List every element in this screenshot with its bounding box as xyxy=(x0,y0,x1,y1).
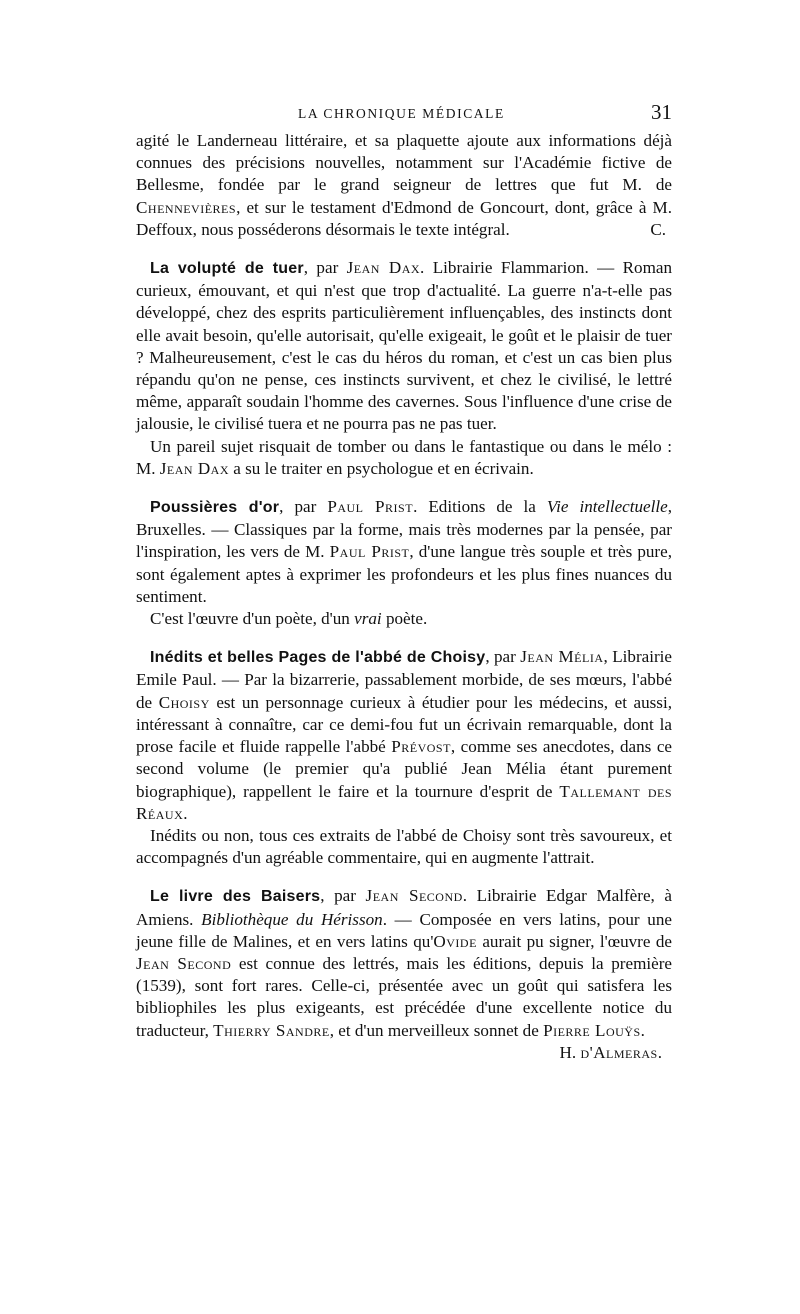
review-paragraph: Poussières d'or, par Paul Prist. Editions de la Vie intellectuelle, Bruxelles. — Classiques par la forme, mais très modernes par la pensée, par l'inspiration, les vers de M. Paul Prist, d'une langue très souple et très pure, sont également aptes à exprimer les profondeurs et les plus fines nuances du sentiment. xyxy=(136,497,673,606)
review-paragraph: La volupté de tuer, par Jean Dax. Librairie Flammarion. — Roman curieux, émouvant, et qui n'est que trop d'actualité. La guerre n'a-t-elle pas développé, chez des esprits particulièrement influençables, des instincts dont elle avait besoin, qu'elle autorisait, qu'elle exigeait, le goût et le plaisir de tuer ? Malheureusement, c'est le cas du héros du roman, et c'est un cas bien plus répandu qu'on ne pense, ces instincts survivent, et chez le civilisé, le lettré même, apparaît soudain l'homme des cavernes. Sous l'influence d'une crise de jalousie, le civilisé tuera et ne pourra pas ne pas tuer. xyxy=(136,258,672,434)
book-page xyxy=(136,100,672,1064)
review-title: Le livre des Baisers xyxy=(150,888,321,906)
review-author: Jean Second xyxy=(365,886,463,906)
name-thierry-sandre: Thierry Sandre xyxy=(213,1020,330,1040)
review-title: La volupté de tuer xyxy=(150,260,304,278)
review-title: Inédits et belles Pages de l'abbé de Choisy xyxy=(150,649,486,667)
page-number: 31 xyxy=(651,100,672,124)
name-ovide: Ovide xyxy=(433,931,477,951)
review-paragraph: C'est l'œuvre d'un poète, d'un vrai poète. xyxy=(150,609,428,629)
review-author: Paul Prist xyxy=(329,542,410,562)
review-paragraph: Un pareil sujet risquait de tomber ou dans le fantastique ou dans le mélo : M. Jean Dax a su le traiter en psychologue et en écrivain. xyxy=(136,436,672,478)
signature: H. d'Almeras. xyxy=(559,1042,662,1062)
running-title: LA CHRONIQUE MÉDICALE xyxy=(298,106,505,121)
name-choisy: Choisy xyxy=(158,692,210,712)
review-author: Jean Dax xyxy=(346,258,421,278)
review-inedits-choisy xyxy=(136,646,672,869)
review-paragraph: Le livre des Baisers, par Jean Second. Librairie Edgar Malfère, à Amiens. Bibliothèque du Hérisson. — Composée en vers latins, pour une jeune fille de Malines, et en vers latins qu'Ovide aurait pu signer, l'œuvre de Jean Second est connue des lettrés, mais les éditions, depuis la première (1539), sont fort rares. Celle-ci, présentée avec un goût qui satisfera les bibliophiles les plus exigeants, est précédée d'une excellente notice du traducteur, Thierry Sandre, et d'un merveilleux sonnet de Pierre Louÿs. xyxy=(136,886,672,1040)
signature-name: d'Almeras xyxy=(580,1042,658,1062)
name-chennevieres: Chennevières xyxy=(136,197,237,217)
publisher-name: Vie intellectuelle xyxy=(546,497,668,517)
intro-initial: C. xyxy=(650,219,666,239)
review-paragraph: Inédits ou non, tous ces extraits de l'abbé de Choisy sont très savoureux, et accompagnés d'un agréable commentaire, qui en augmente l'attrait. xyxy=(136,825,672,868)
intro-block xyxy=(136,130,672,241)
name-prevost: Prévost xyxy=(391,737,451,757)
review-author: Paul Prist xyxy=(327,497,414,517)
review-livre-des-baisers xyxy=(136,885,672,1064)
review-author: Jean Dax xyxy=(159,458,230,478)
review-volupte-de-tuer xyxy=(136,257,672,480)
collection-name: Bibliothèque du Hérisson xyxy=(201,909,383,929)
review-author: Jean Mélia xyxy=(520,647,604,667)
intro-paragraph: agité le Landerneau littéraire, et sa plaquette ajoute aux informations déjà connues des précisions nouvelles, notamment sur l'Académie fictive de Bellesme, fondée par le grand seigneur de lettres que fut M. de Chennevières, et sur le testament d'Edmond de Goncourt, dont, grâce à M. Deffoux, nous posséderons désormais le texte intégral. xyxy=(136,131,672,239)
name-jean-second: Jean Second xyxy=(136,953,232,973)
review-title: Poussières d'or xyxy=(150,499,280,517)
name-tallemant: Tallemant des Réaux xyxy=(136,781,672,823)
emphasis: vrai xyxy=(354,609,382,629)
review-poussieres-dor xyxy=(136,496,672,630)
running-head xyxy=(136,100,672,130)
name-pierre-louys: Pierre Louÿs xyxy=(543,1020,641,1040)
review-paragraph: Inédits et belles Pages de l'abbé de Choisy, par Jean Mélia, Librairie Emile Paul. — Par la bizarrerie, passablement morbide, de ses mœurs, l'abbé de Choisy est un personnage curieux à étudier pour les médecins, et aussi, intéressant à connaître, car ce demi-fou fut un écrivain remarquable, dont la prose facile et fluide rappelle l'abbé Prévost, comme ses anecdotes, dans ce second volume (le premier qu'a publié Jean Mélia étant purement biographique), rappellent le faire et la tournure d'esprit de Tallemant des Réaux. xyxy=(136,647,673,823)
